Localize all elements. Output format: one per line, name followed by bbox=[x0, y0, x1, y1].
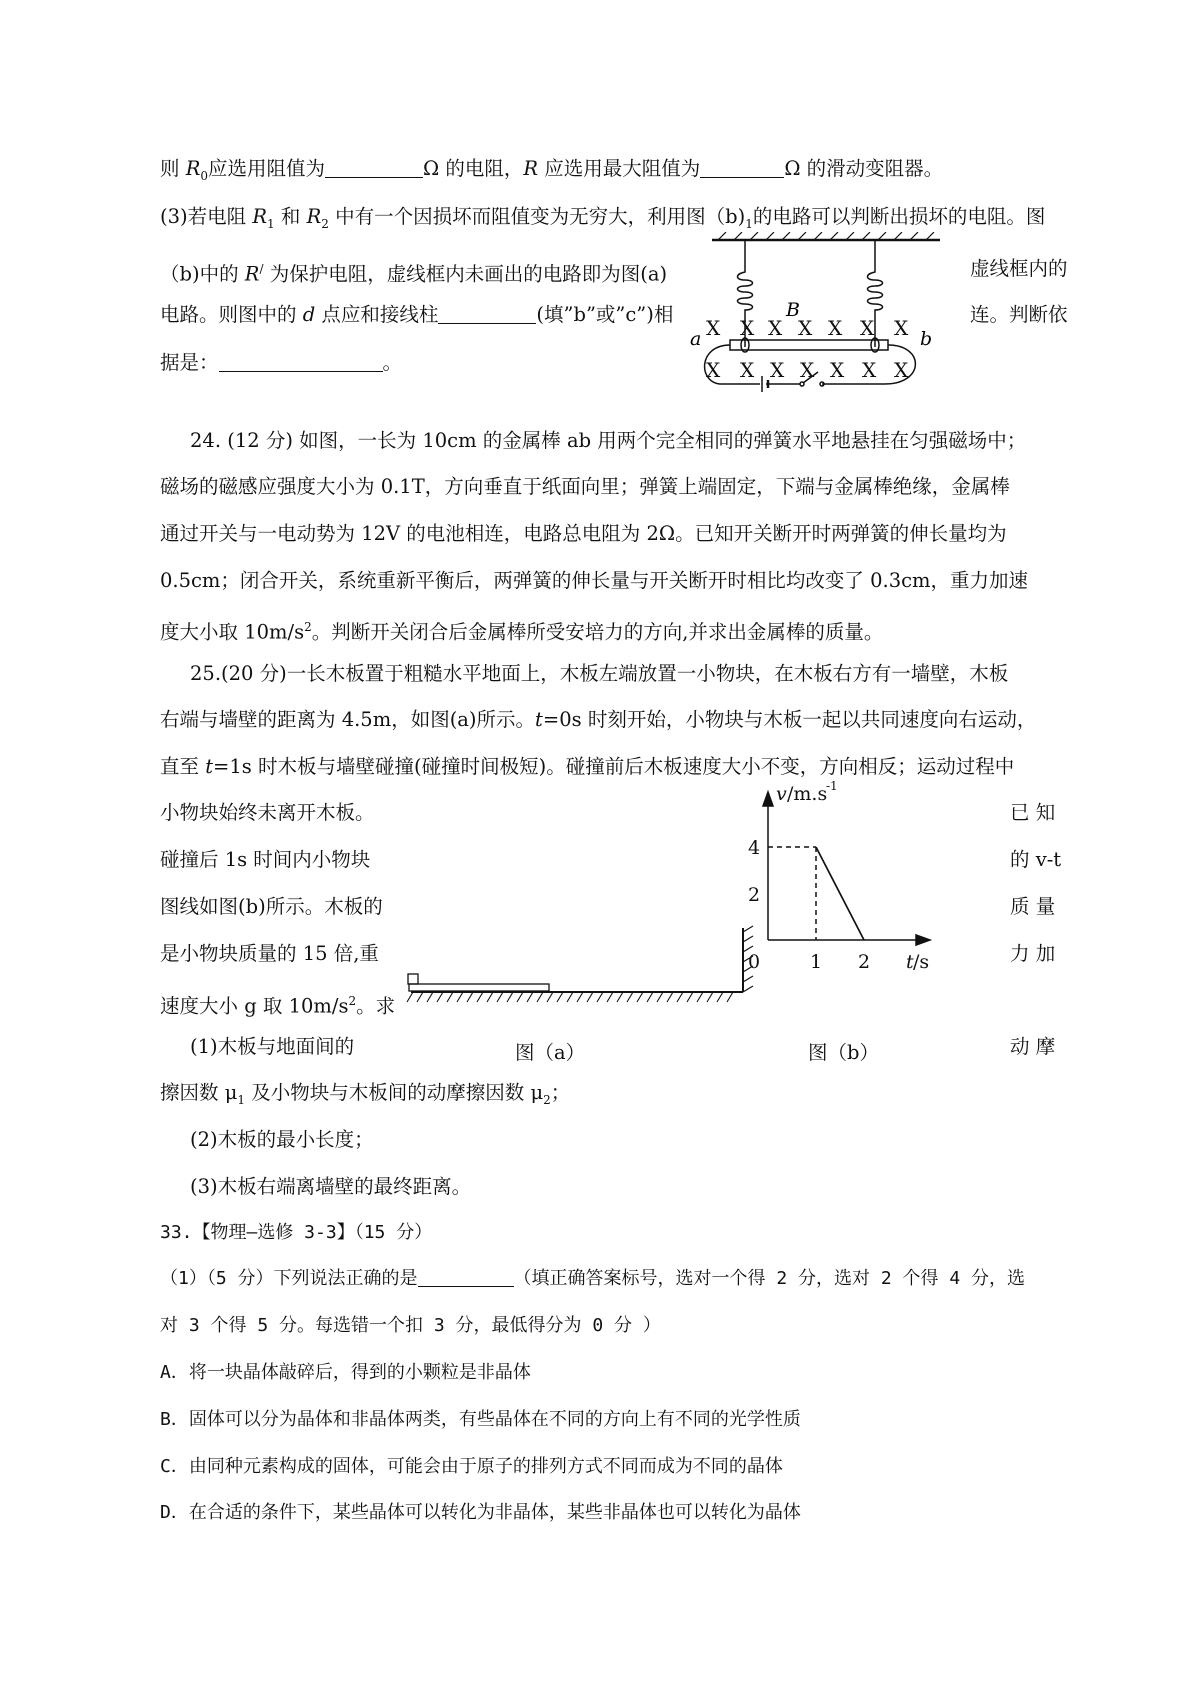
q25-item: (3)木板右端离墙壁的最终距离。 bbox=[190, 1175, 472, 1198]
q25-line: 25.(20 分)一长木板置于粗糙水平地面上，木板左端放置一小物块，在木板右方有一墙壁，木板 bbox=[190, 662, 1009, 685]
svg-text:X: X bbox=[706, 316, 721, 340]
q25-left-line: 是小物块质量的 15 倍,重 bbox=[160, 942, 379, 965]
t-axis-label: t bbox=[906, 951, 914, 973]
text-line-protect-resistor: （b)中的 R/ 为保护电阻，虚线框内未画出的电路即为图(a) bbox=[160, 262, 668, 286]
small-block bbox=[408, 974, 418, 984]
v-axis-unit: /m.s bbox=[787, 783, 828, 805]
q25-line: 直至 t=1s 时木板与墙壁碰撞(碰撞时间极短)。碰撞前后木板速度大小不变，方向相反；运动过程中 bbox=[160, 755, 1015, 778]
text-line-basis: 据是： 。 bbox=[160, 351, 403, 374]
y-tick: 4 bbox=[748, 837, 761, 859]
v-axis-label: v bbox=[776, 783, 787, 805]
q33-option-b: B．固体可以分为晶体和非晶体两类，有些晶体在不同的方向上有不同的光学性质 bbox=[160, 1409, 801, 1430]
q25-right-line: 力 加 bbox=[1010, 942, 1056, 965]
q25-item: (1)木板与地面间的 bbox=[190, 1035, 355, 1058]
figure-b-vt-graph bbox=[730, 780, 970, 1010]
q25-item: (2)木板的最小长度； bbox=[190, 1128, 374, 1151]
svg-text:X: X bbox=[862, 358, 877, 382]
q24-line: 通过开关与一电动势为 12V 的电池相连，电路总电阻为 2Ω。已知开关断开时两弹簧的伸长量均为 bbox=[160, 522, 1007, 545]
x-tick: 1 bbox=[810, 951, 823, 973]
svg-text:X: X bbox=[830, 358, 845, 382]
text-line-right: 虚线框内的 bbox=[970, 257, 1068, 280]
end-label-a: a bbox=[690, 328, 702, 350]
q24-line: 磁场的磁感应强度大小为 0.1T，方向垂直于纸面向里；弹簧上端固定，下端与金属棒绝缘，金属棒 bbox=[160, 475, 1010, 498]
text-line-right: 连。判断依 bbox=[970, 303, 1068, 326]
x-tick: 2 bbox=[858, 951, 871, 973]
q33-option-d: D．在合适的条件下，某些晶体可以转化为非晶体，某些非晶体也可以转化为晶体 bbox=[160, 1502, 801, 1523]
text-line-r0-question: 则 $R_0$应选用阻值为 Ω 的电阻，R 应选用最大阻值为 Ω 的滑动变阻器。 bbox=[160, 157, 944, 183]
svg-text:X: X bbox=[770, 358, 785, 382]
q25-right-line: 的 v-t bbox=[1010, 848, 1062, 871]
q24-line: 0.5cm；闭合开关，系统重新平衡后，两弹簧的伸长量与开关断开时相比均改变了 0.3cm，重力加速 bbox=[160, 569, 1029, 592]
answer-blank[interactable] bbox=[418, 1266, 514, 1287]
answer-blank[interactable] bbox=[325, 157, 423, 178]
text-line-d-point: 电路。则图中的 d 点应和接线柱 (填”b”或”c”)相 bbox=[160, 303, 674, 326]
v-axis-unit-sup: -1 bbox=[826, 780, 838, 793]
answer-blank[interactable] bbox=[438, 303, 536, 324]
end-label-b: b bbox=[920, 328, 933, 350]
x-tick: 0 bbox=[748, 951, 761, 973]
figure-b-caption: 图（b） bbox=[808, 1041, 879, 1064]
svg-text:X: X bbox=[768, 316, 783, 340]
q25-item: 擦因数 $\mu_1$ 及小物块与木板间的动摩擦因数 $\mu_2$； bbox=[160, 1081, 571, 1107]
q33-line: （1）（5 分）下列说法正确的是 （填正确答案标号，选对一个得 2 分，选对 2 个得 4 分，选 bbox=[160, 1268, 1026, 1289]
svg-text:X: X bbox=[894, 316, 909, 340]
q33-title: 33.【物理—选修 3-3】（15 分） bbox=[160, 1222, 433, 1243]
q25-right-line: 动 摩 bbox=[1010, 1035, 1056, 1058]
q25-right-line: 已 知 bbox=[1010, 801, 1056, 824]
svg-text:X: X bbox=[706, 358, 721, 382]
answer-blank[interactable] bbox=[219, 351, 383, 372]
q25-left-line: 图线如图(b)所示。木板的 bbox=[160, 895, 383, 918]
field-label: B bbox=[786, 299, 800, 321]
vt-line bbox=[816, 847, 864, 940]
figure-a-caption: 图（a） bbox=[515, 1041, 586, 1064]
svg-text:X: X bbox=[798, 316, 813, 340]
wooden-board bbox=[409, 984, 549, 991]
q33-line: 对 3 个得 5 分。每选错一个扣 3 分，最低得分为 0 分 ） bbox=[160, 1315, 661, 1336]
figure-rod-in-field bbox=[690, 232, 960, 412]
svg-text:X: X bbox=[740, 316, 755, 340]
figure-a-board-wall bbox=[405, 920, 760, 1010]
svg-text:X: X bbox=[894, 358, 909, 382]
q25-line: 右端与墙壁的距离为 4.5m，如图(a)所示。t=0s 时刻开始，小物块与木板一起以共同速度向右运动， bbox=[160, 708, 1037, 731]
answer-blank[interactable] bbox=[700, 157, 784, 178]
svg-text:X: X bbox=[740, 358, 755, 382]
svg-text:X: X bbox=[860, 316, 875, 340]
y-tick: 2 bbox=[748, 884, 761, 906]
q24-line: 24. (12 分) 如图，一长为 10cm 的金属棒 ab 用两个完全相同的弹簧水平地悬挂在匀强磁场中； bbox=[190, 429, 1027, 452]
svg-text:X: X bbox=[800, 358, 815, 382]
q25-left-line: 碰撞后 1s 时间内小物块 bbox=[160, 848, 371, 871]
text-line-q3: (3)若电阻 $R_1$ 和 $R_2$ 中有一个因损坏而阻值变为无穷大，利用图$(b)_1$的电路可以判断出损坏的电阻。图 bbox=[160, 205, 1046, 231]
q25-left-line: 小物块始终未离开木板。 bbox=[160, 801, 375, 824]
q24-line: 度大小取 $10m/s^2$。判断开关闭合后金属棒所受安培力的方向,并求出金属棒的质量。 bbox=[160, 620, 884, 644]
q25-right-line: 质 量 bbox=[1010, 895, 1056, 918]
svg-text:X: X bbox=[828, 316, 843, 340]
t-axis-unit: /s bbox=[913, 951, 930, 973]
q33-option-a: A．将一块晶体敲碎后，得到的小颗粒是非晶体 bbox=[160, 1362, 531, 1383]
metal-rod bbox=[730, 340, 888, 350]
q33-option-c: C．由同种元素构成的固体，可能会由于原子的排列方式不同而成为不同的晶体 bbox=[160, 1456, 783, 1477]
q25-left-line: 速度大小 g 取 $10m/s^2$。求 bbox=[160, 994, 396, 1018]
